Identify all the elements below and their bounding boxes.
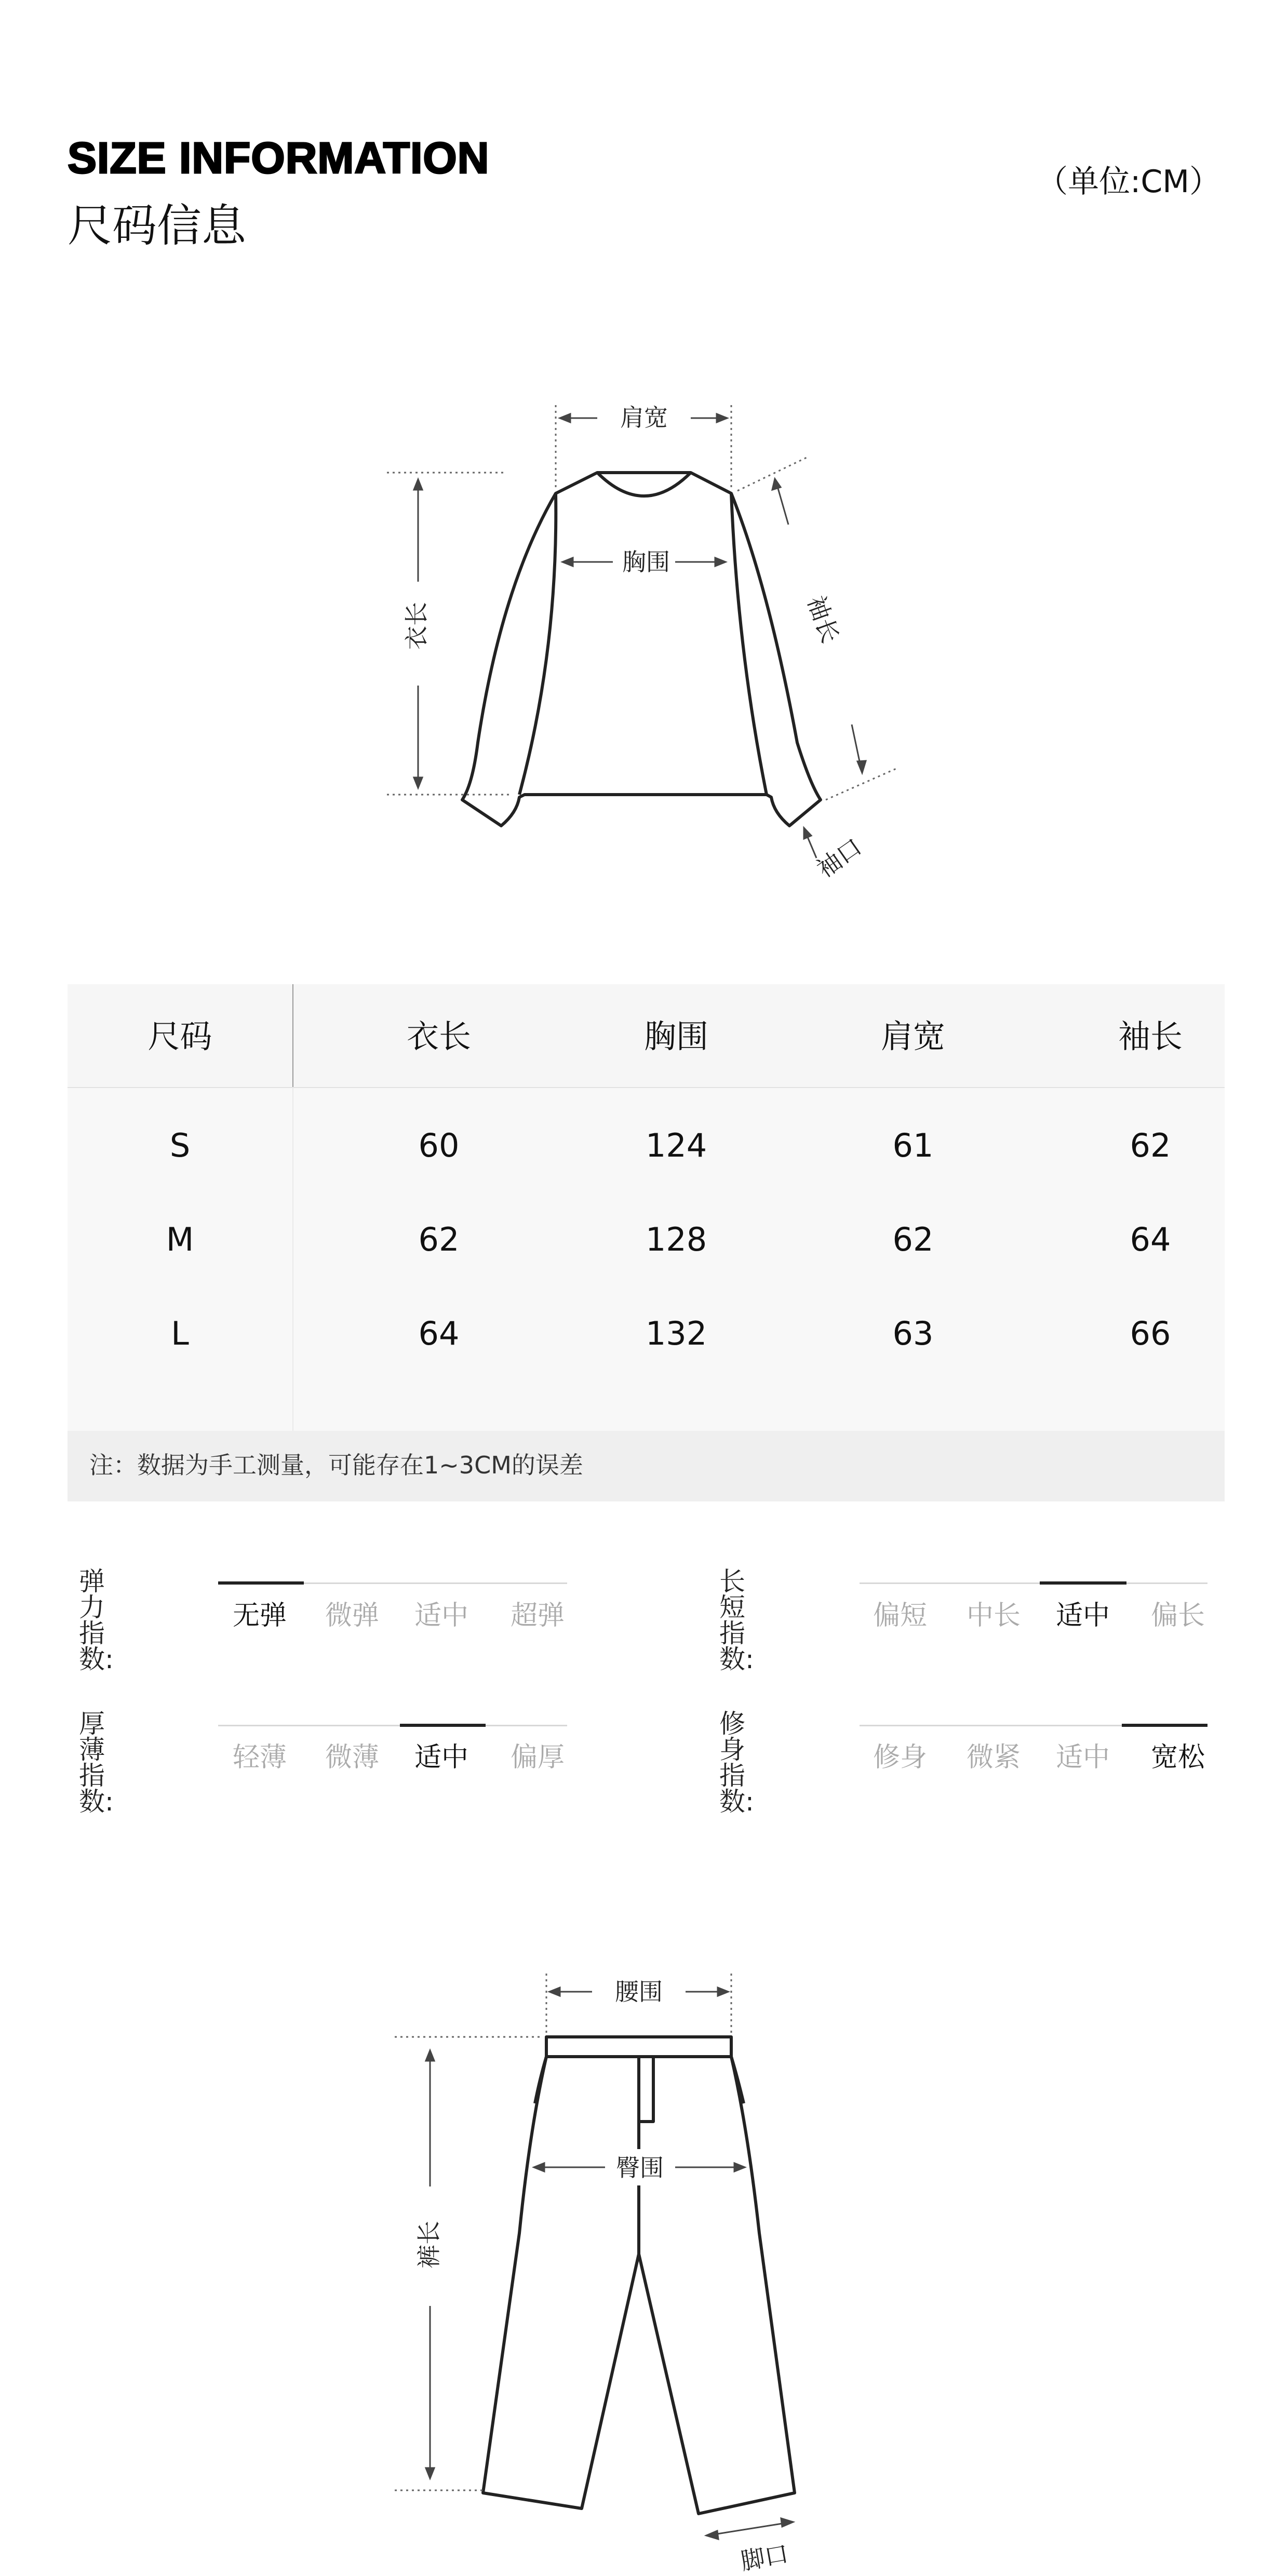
- cell-length: 64: [418, 1314, 460, 1352]
- label-pants-length: 裤长: [415, 2221, 443, 2269]
- page-title-cn: 尺码信息: [68, 200, 246, 252]
- index-option: 适中: [1055, 1600, 1110, 1631]
- cell-length: 60: [418, 1126, 460, 1164]
- pants-arrows: [426, 1988, 793, 2539]
- sweater-diagram: [0, 0, 1288, 914]
- index-track: [218, 1725, 567, 1726]
- index-option: 修身: [873, 1742, 927, 1773]
- cell-chest: 128: [645, 1220, 707, 1258]
- index-track: [860, 1582, 1208, 1584]
- index-label: 弹力指数:: [79, 1566, 114, 1674]
- index-active-bar: [1040, 1581, 1126, 1585]
- index-label: 厚薄指数:: [79, 1709, 114, 1817]
- pants-outline: [483, 2037, 795, 2514]
- cell-length: 62: [418, 1220, 460, 1258]
- index-option: 适中: [1055, 1742, 1110, 1773]
- index-option: 微薄: [325, 1742, 379, 1773]
- header-sleeve: 袖长: [1118, 1017, 1183, 1055]
- label-chest: 胸围: [622, 548, 670, 576]
- cell-chest: 124: [645, 1126, 707, 1164]
- label-hip: 臀围: [616, 2154, 664, 2182]
- index-option: 偏厚: [510, 1742, 565, 1773]
- index-option: 适中: [414, 1600, 468, 1631]
- header-size: 尺码: [147, 1017, 212, 1055]
- index-option: 轻薄: [232, 1742, 287, 1773]
- pants-guides: [395, 1974, 731, 2490]
- index-option: 偏长: [1150, 1600, 1205, 1631]
- index-option: 微紧: [966, 1742, 1021, 1773]
- size-table: [68, 984, 1225, 1431]
- measurement-note: 注：数据为手工测量，可能存在1~3CM的误差: [89, 1451, 583, 1479]
- header-length: 衣长: [406, 1017, 471, 1055]
- table-divider-light: [292, 1087, 293, 1431]
- index-option: 微弹: [325, 1600, 379, 1631]
- index-option: 超弹: [510, 1600, 565, 1631]
- cell-shoulder: 61: [892, 1126, 934, 1164]
- index-active-bar: [400, 1724, 486, 1727]
- cell-shoulder: 63: [892, 1314, 934, 1352]
- index-label: 修身指数:: [719, 1709, 754, 1817]
- label-shoulder: 肩宽: [620, 404, 668, 432]
- sweater-outline: [462, 473, 821, 826]
- index-option: 适中: [414, 1742, 468, 1773]
- cell-sleeve: 62: [1130, 1126, 1171, 1164]
- page-title-en: SIZE INFORMATION: [68, 133, 490, 182]
- index-label: 长短指数:: [719, 1566, 754, 1674]
- index-active-bar: [218, 1581, 304, 1585]
- header-chest: 胸围: [643, 1017, 708, 1055]
- header-shoulder: 肩宽: [880, 1017, 945, 1055]
- index-option: 中长: [966, 1600, 1021, 1631]
- cell-sleeve: 64: [1130, 1220, 1171, 1258]
- cell-size: L: [171, 1314, 189, 1352]
- table-divider: [292, 984, 293, 1087]
- index-option: 无弹: [232, 1600, 287, 1631]
- index-active-bar: [1122, 1724, 1208, 1727]
- label-cuff: 袖口: [811, 833, 867, 883]
- pants-diagram: [0, 1922, 1288, 2576]
- cell-size: M: [166, 1220, 194, 1258]
- index-option: 宽松: [1150, 1742, 1205, 1773]
- index-option: 偏短: [873, 1600, 927, 1631]
- label-length: 衣长: [403, 602, 431, 650]
- label-sleeve: 袖长: [801, 592, 845, 647]
- unit-label: （单位:CM）: [1037, 164, 1220, 200]
- label-hem: 脚口: [739, 2539, 791, 2575]
- sweater-arrows: [414, 414, 866, 858]
- cell-chest: 132: [645, 1314, 707, 1352]
- cell-size: S: [169, 1126, 191, 1164]
- label-waist: 腰围: [615, 1978, 663, 2006]
- cell-sleeve: 66: [1130, 1314, 1171, 1352]
- cell-shoulder: 62: [892, 1220, 934, 1258]
